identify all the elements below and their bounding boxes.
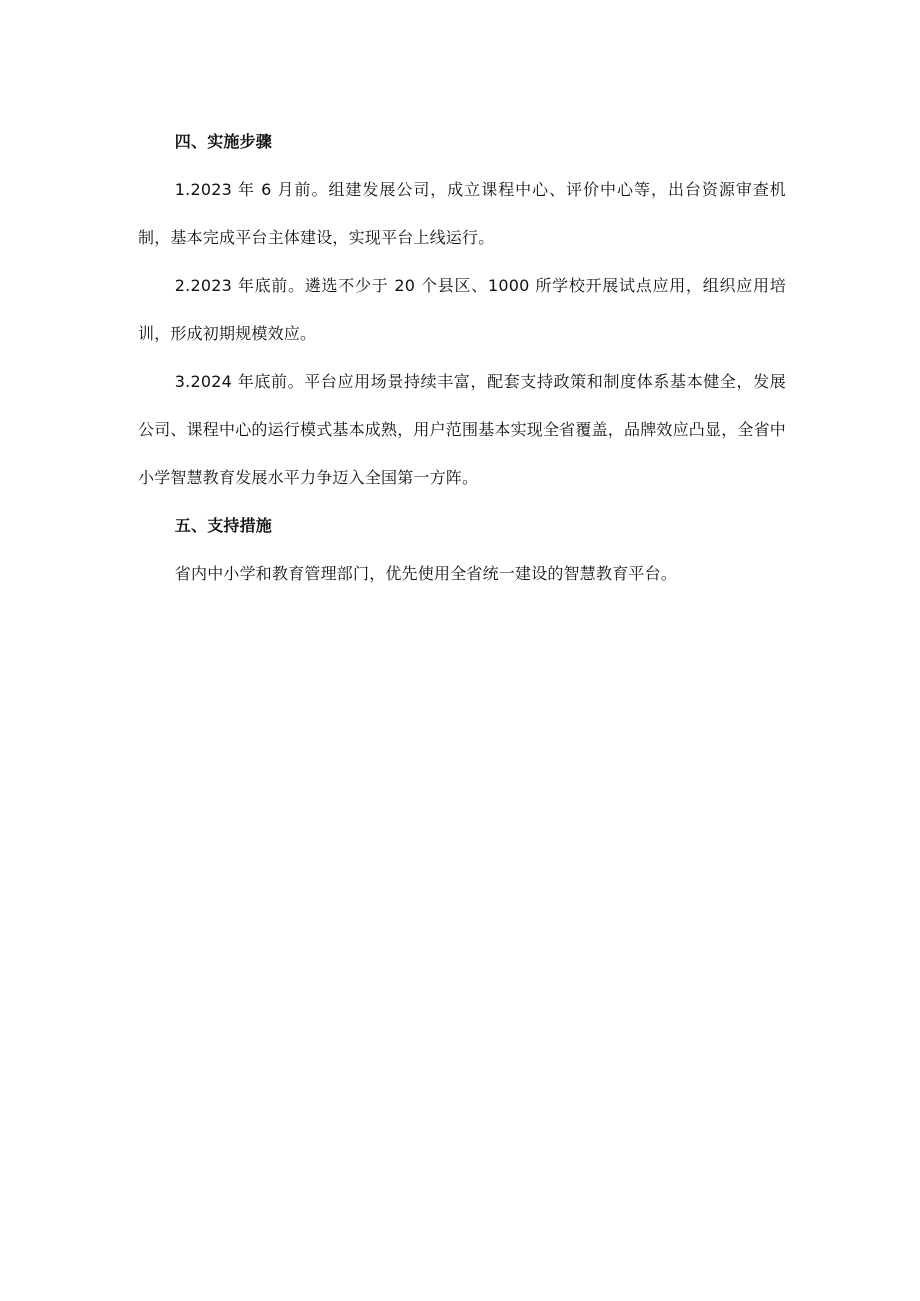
- step-item-3: 3.2024 年底前。平台应用场景持续丰富，配套支持政策和制度体系基本健全，发展公司、课程中心的运行模式基本成熟，用户范围基本实现全省覆盖，品牌效应凸显，全省中小学智慧教育发展水平力争迈入全国第一方阵。: [138, 372, 787, 487]
- support-item-1: 省内中小学和教育管理部门，优先使用全省统一建设的智慧教育平台。: [174, 564, 677, 583]
- section-heading-support: 五、支持措施: [174, 516, 272, 535]
- section-heading-steps: 四、实施步骤: [174, 132, 272, 151]
- document-body: [138, 118, 786, 598]
- step-item-1: 1.2023 年 6 月前。组建发展公司，成立课程中心、评价中心等，出台资源审查机制，基本完成平台主体建设，实现平台上线运行。: [138, 180, 786, 247]
- step-item-2: 2.2023 年底前。遴选不少于 20 个县区、1000 所学校开展试点应用，组织应用培训，形成初期规模效应。: [138, 276, 786, 343]
